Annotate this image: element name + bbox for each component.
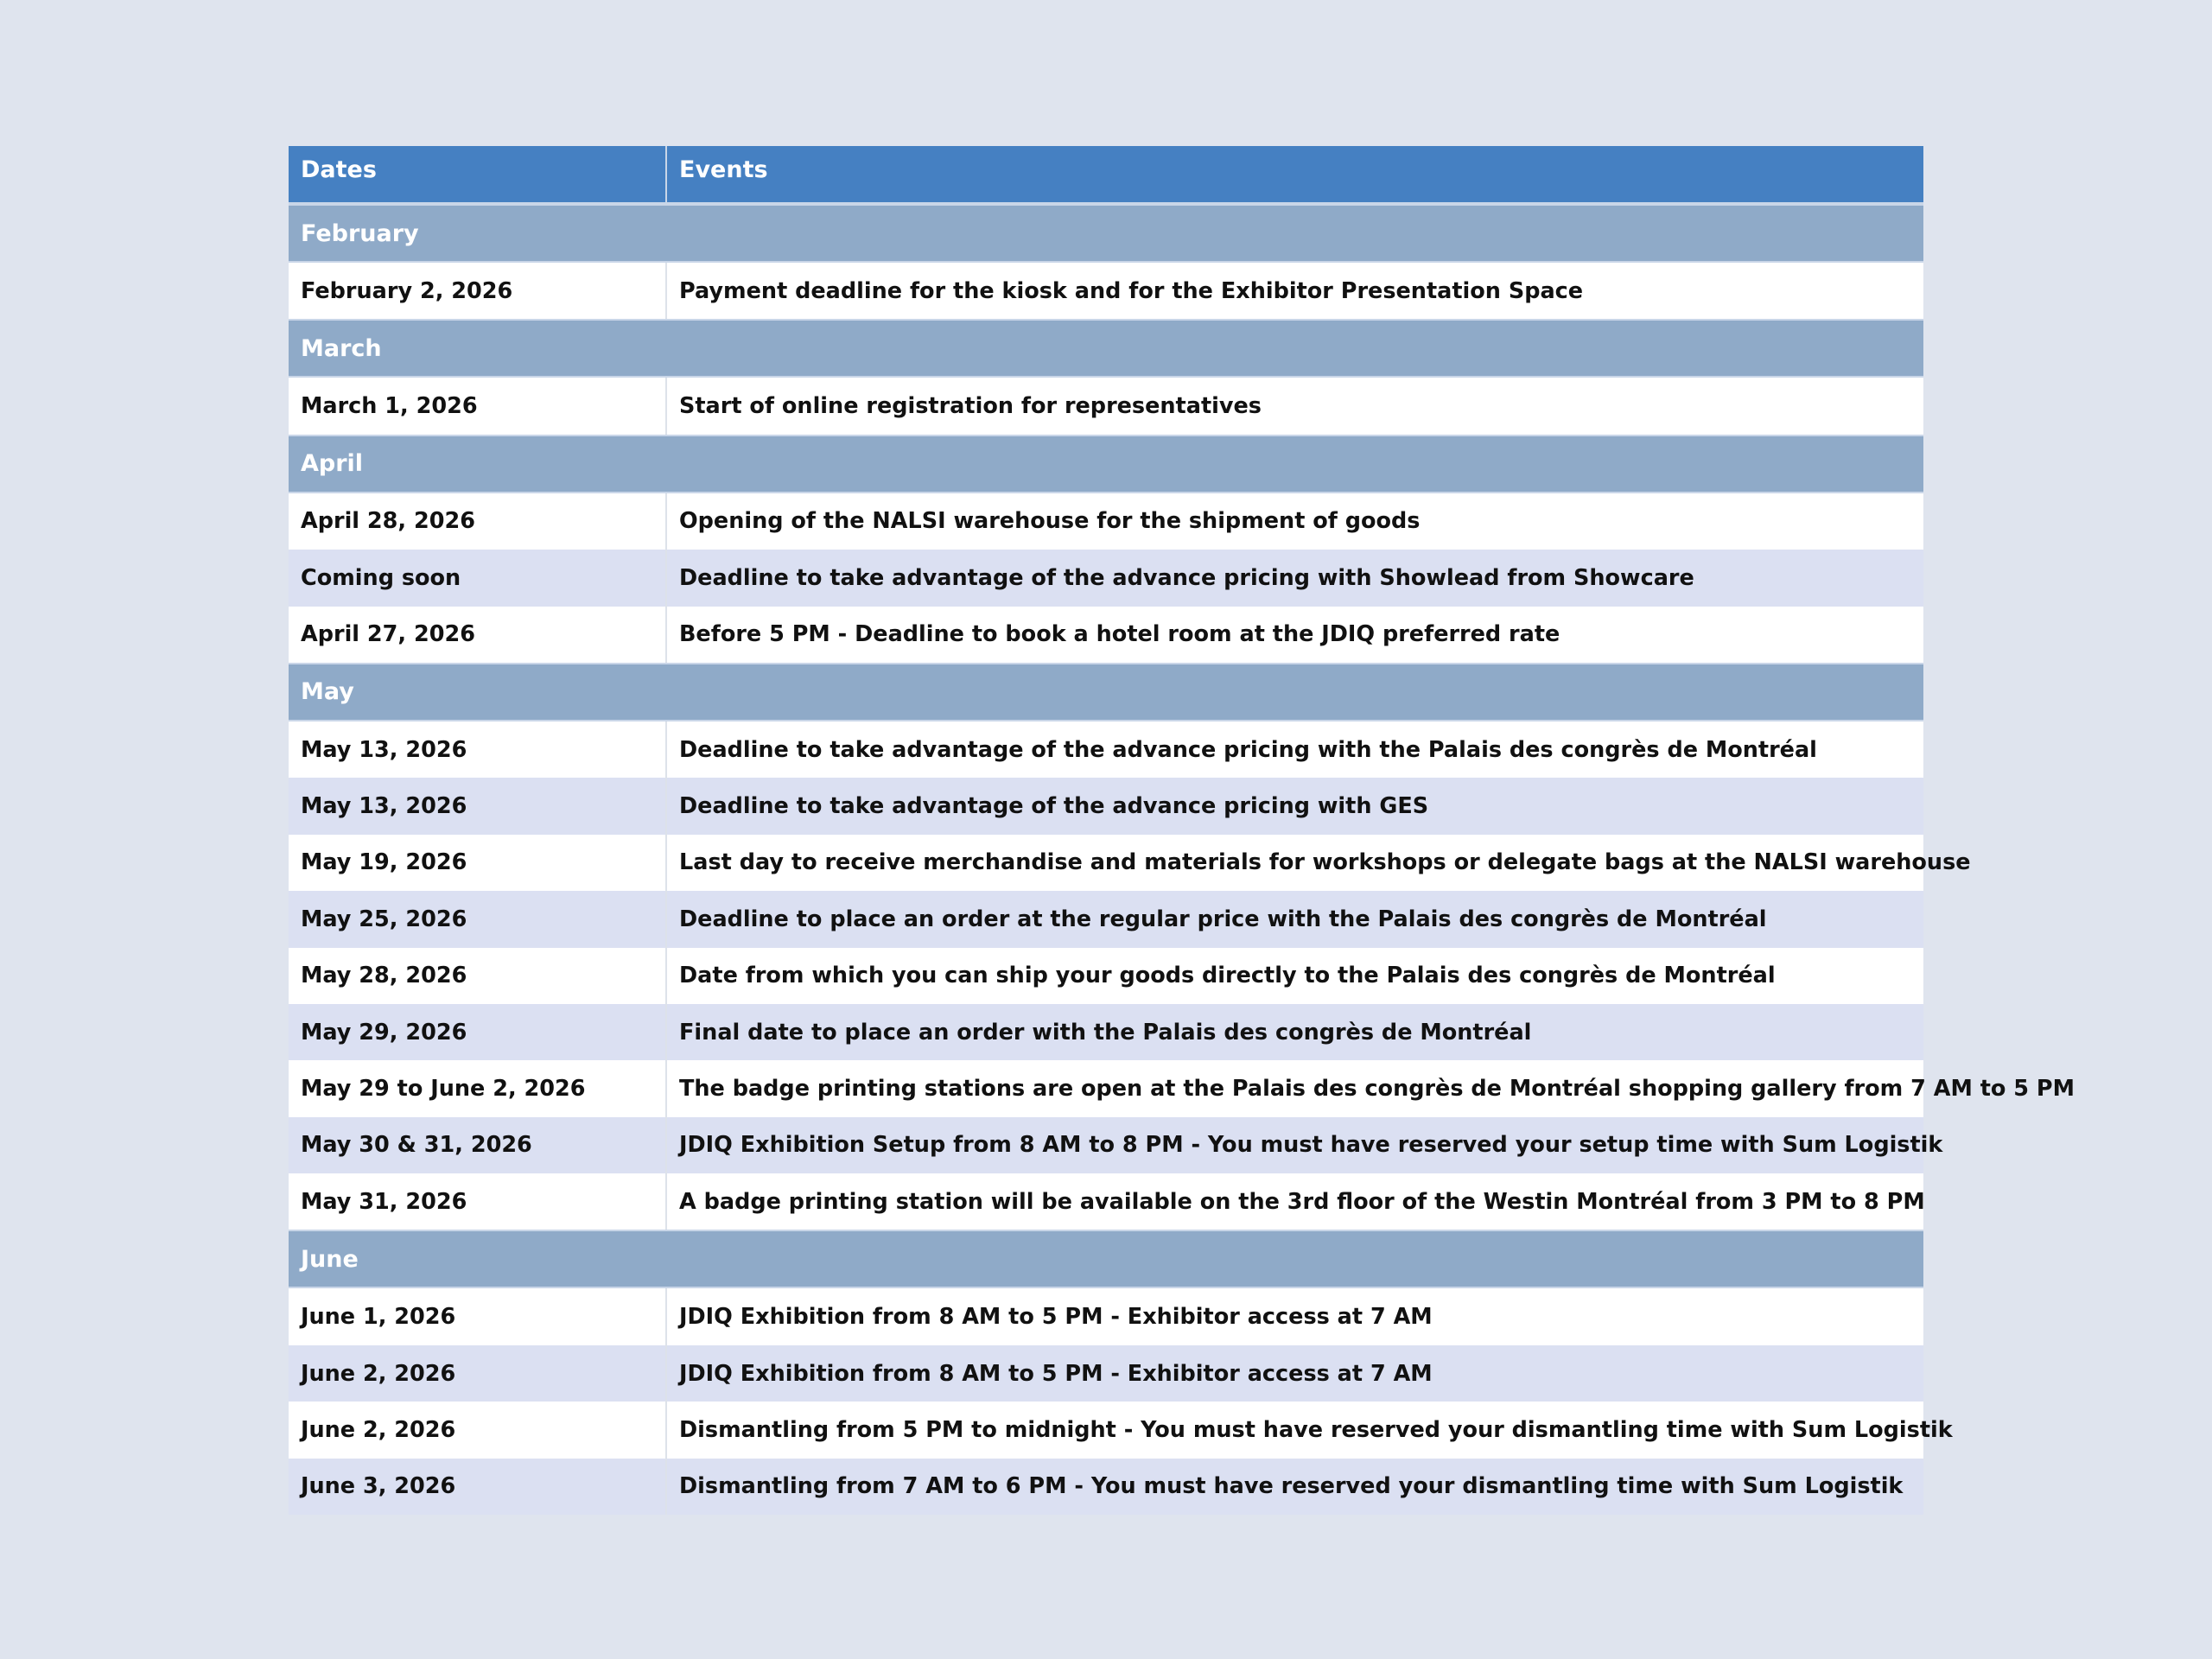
- date-cell: May 19, 2026: [289, 835, 667, 891]
- date-cell: May 30 & 31, 2026: [289, 1117, 667, 1173]
- dates-column-header: Dates: [289, 146, 667, 202]
- event-cell: Last day to receive merchandise and materials for workshops or delegate bags at the NALSI warehouse: [679, 849, 1971, 876]
- date-cell: May 28, 2026: [289, 948, 667, 1004]
- event-cell: Date from which you can ship your goods directly to the Palais des congrès de Montréal: [679, 963, 1776, 989]
- event-cell: JDIQ Exhibition from 8 AM to 5 PM - Exhibitor access at 7 AM: [679, 1304, 1433, 1331]
- table-row: [289, 721, 1923, 778]
- date-cell: March 1, 2026: [289, 378, 667, 434]
- date-cell: February 2, 2026: [289, 263, 667, 319]
- month-heading-february: February: [289, 204, 1923, 263]
- table-row: [289, 550, 1923, 606]
- table-row: [289, 778, 1923, 834]
- date-cell: April 28, 2026: [289, 493, 667, 550]
- date-cell: May 29 to June 2, 2026: [289, 1060, 667, 1116]
- table-row: [289, 948, 1923, 1004]
- date-cell: April 27, 2026: [289, 607, 667, 663]
- event-cell: Dismantling from 7 AM to 6 PM - You must have reserved your dismantling time with Sum Logistik: [679, 1473, 1904, 1500]
- event-cell: The badge printing stations are open at the Palais des congrès de Montréal shopping gallery from 7 AM to 5 PM: [679, 1075, 2075, 1102]
- month-heading-april: April: [289, 435, 1923, 493]
- event-cell: Deadline to take advantage of the advance pricing with Showlead from Showcare: [679, 564, 1694, 591]
- event-cell: Payment deadline for the kiosk and for the Exhibitor Presentation Space: [679, 277, 1584, 304]
- date-cell: June 1, 2026: [289, 1288, 667, 1344]
- date-cell: May 25, 2026: [289, 891, 667, 947]
- event-cell: Before 5 PM - Deadline to book a hotel room at the JDIQ preferred rate: [679, 621, 1560, 648]
- date-cell: June 2, 2026: [289, 1402, 667, 1458]
- table-row: [289, 1288, 1923, 1344]
- event-cell: Deadline to take advantage of the advance pricing with the Palais des congrès de Montréal: [679, 736, 1817, 763]
- date-cell: May 13, 2026: [289, 778, 667, 834]
- event-cell: A badge printing station will be available on the 3rd floor of the Westin Montréal from 3 PM to 8 PM: [679, 1188, 1925, 1215]
- events-column-header: Events: [679, 156, 768, 183]
- table-row: [289, 263, 1923, 319]
- schedule-table: [289, 146, 2075, 1515]
- event-cell: Final date to place an order with the Palais des congrès de Montréal: [679, 1019, 1532, 1046]
- event-cell: Deadline to place an order at the regular price with the Palais des congrès de Montréal: [679, 906, 1767, 932]
- date-cell: May 13, 2026: [289, 721, 667, 778]
- event-cell: JDIQ Exhibition from 8 AM to 5 PM - Exhibitor access at 7 AM: [679, 1360, 1433, 1387]
- month-heading-march: March: [289, 319, 1923, 378]
- table-row: [289, 1345, 1923, 1402]
- table-row: [289, 378, 1923, 434]
- table-row: [289, 607, 1923, 663]
- table-row: [289, 493, 1923, 550]
- date-cell: June 2, 2026: [289, 1345, 667, 1402]
- event-cell: Dismantling from 5 PM to midnight - You must have reserved your dismantling time with Sum Logistik: [679, 1416, 1953, 1443]
- event-cell: Deadline to take advantage of the advance pricing with GES: [679, 793, 1429, 820]
- table-row: [289, 835, 1971, 891]
- event-cell: Opening of the NALSI warehouse for the shipment of goods: [679, 508, 1421, 535]
- month-heading-may: May: [289, 663, 1923, 721]
- table-row: [289, 1459, 1923, 1515]
- date-cell: May 31, 2026: [289, 1173, 667, 1230]
- table-row: [289, 1402, 1953, 1458]
- table-row: [289, 1173, 1923, 1230]
- date-cell: June 3, 2026: [289, 1459, 667, 1515]
- table-header: [289, 146, 1923, 204]
- table-row: [289, 1060, 2075, 1116]
- table-row: [289, 1004, 1923, 1060]
- date-cell: May 29, 2026: [289, 1004, 667, 1060]
- table-row: [289, 891, 1923, 947]
- month-heading-june: June: [289, 1230, 1923, 1288]
- table-row: [289, 1117, 1943, 1173]
- date-cell: Coming soon: [289, 550, 667, 606]
- event-cell: JDIQ Exhibition Setup from 8 AM to 8 PM - You must have reserved your setup time with Sum Logistik: [679, 1132, 1943, 1159]
- event-cell: Start of online registration for representatives: [679, 393, 1262, 420]
